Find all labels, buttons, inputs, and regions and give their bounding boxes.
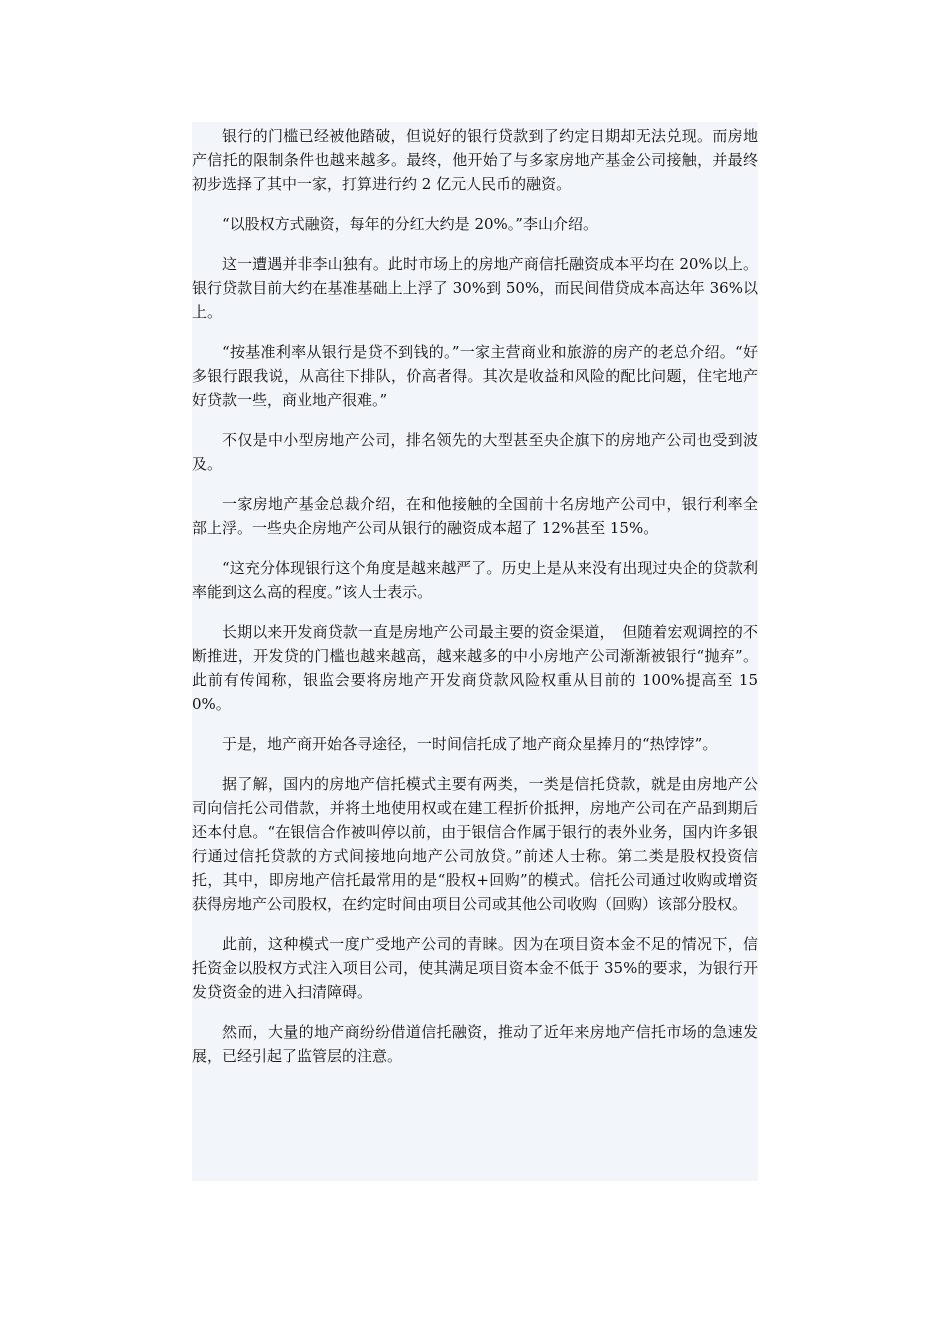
paragraph-5: 不仅是中小型房地产公司，排名领先的大型甚至央企旗下的房地产公司也受到波及。 <box>192 431 758 473</box>
paragraph-4: “按基准利率从银行是贷不到钱的。”一家主营商业和旅游的房产的老总介绍。“好多银行跟我说，从高往下排队，价高者得。其次是收益和风险的配比问题，住宅地产好贷款一些，商业地产很难。” <box>192 343 758 409</box>
paragraph-3: 这一遭遇并非李山独有。此时市场上的房地产商信托融资成本平均在 20%以上。银行贷款目前大约在基准基础上上浮了 30%到 50%，而民间借贷成本高达年 36%以上。 <box>192 255 758 321</box>
paragraph-8: 长期以来开发商贷款一直是房地产公司最主要的资金渠道， 但随着宏观调控的不断推进，开发贷的门槛也越来越高，越来越多的中小房地产公司渐渐被银行“抛弃”。此前有传闻称，银监会要将房地产开发商贷款风险权重从目前的 100%提高至 150%。 <box>192 623 758 713</box>
paragraph-12: 然而，大量的地产商纷纷借道信托融资，推动了近年来房地产信托市场的急速发展，已经引起了监管层的注意。 <box>192 1023 758 1065</box>
paragraph-1: 银行的门槛已经被他踏破，但说好的银行贷款到了约定日期却无法兑现。而房地产信托的限制条件也越来越多。最终，他开始了与多家房地产基金公司接触，并最终初步选择了其中一家，打算进行约 2 亿元人民币的融资。 <box>192 127 758 193</box>
paragraph-10: 据了解，国内的房地产信托模式主要有两类，一类是信托贷款，就是由房地产公司向信托公司借款，并将土地使用权或在建工程折价抵押，房地产公司在产品到期后还本付息。“在银信合作被叫停以前，由于银信合作属于银行的表外业务，国内许多银行通过信托贷款的方式间接地向地产公司放贷。”前述人士称。第二类是股权投资信托，其中，即房地产信托最常用的是“股权+回购”的模式。信托公司通过收购或增资获得房地产公司股权，在约定时间由项目公司或其他公司收购（回购）该部分股权。 <box>192 775 758 913</box>
paragraph-2: “以股权方式融资，每年的分红大约是 20%。”李山介绍。 <box>222 215 598 233</box>
paragraph-7: “这充分体现银行这个角度是越来越严了。历史上是从来没有出现过央企的贷款利率能到这么高的程度。”该人士表示。 <box>192 559 758 601</box>
paragraph-9: 于是，地产商开始各寻途径，一时间信托成了地产商众星捧月的“热饽饽”。 <box>222 735 718 753</box>
paragraph-11: 此前，这种模式一度广受地产公司的青睐。因为在项目资本金不足的情况下，信托资金以股权方式注入项目公司，使其满足项目资本金不低于 35%的要求，为银行开发贷资金的进入扫清障碍。 <box>192 935 758 1001</box>
paragraph-6: 一家房地产基金总裁介绍，在和他接触的全国前十名房地产公司中，银行利率全部上浮。一些央企房地产公司从银行的融资成本超了 12%甚至 15%。 <box>192 495 758 537</box>
article-body <box>192 122 758 1181</box>
